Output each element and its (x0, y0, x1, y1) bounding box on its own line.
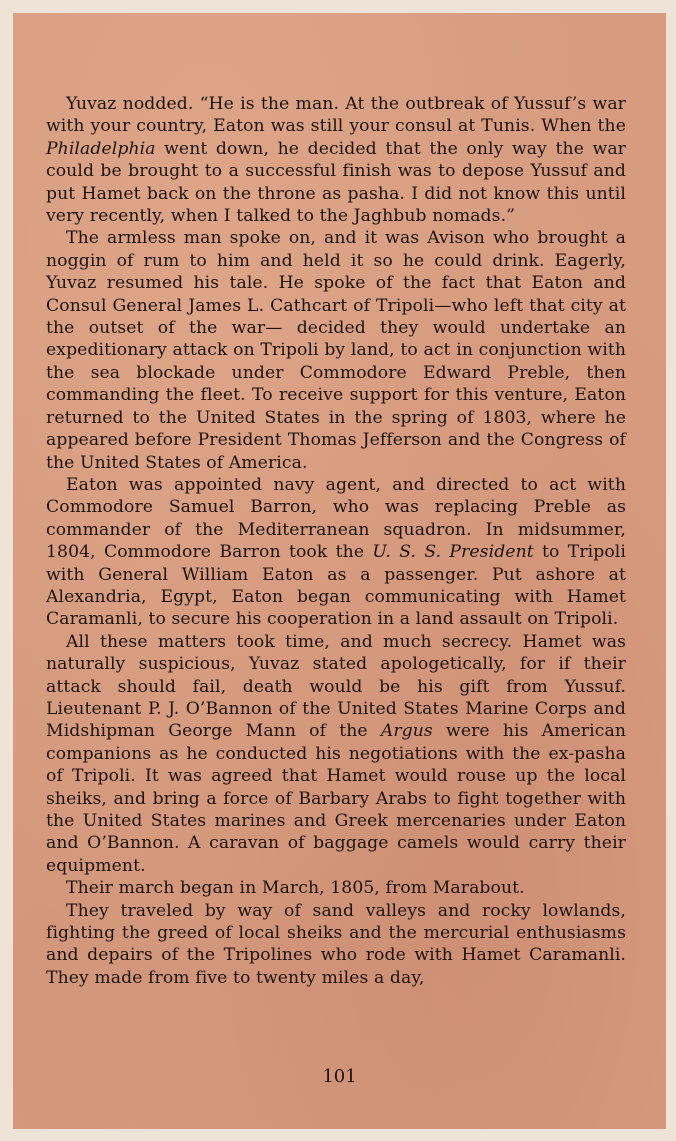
paragraph (46, 631, 626, 877)
text-run: They traveled by way of sand valleys and rocky lowlands, fighting the greed of local sheiks and the mercurial enthusiasms and depairs of the Tripolines who rode with Hamet Caramanli. They made from five to twenty miles a day, (46, 900, 626, 988)
text-run: The armless man spoke on, and it was Avison who brought a noggin of rum to him and held it so he could drink. Eagerly, Yuvaz resumed his tale. He spoke of the fact that Eaton and Consul General James L. Cathcart of Tripoli—who left that city at the outset of the war— decided they would undertake an expeditionary attack on Tripoli by land, to act in conjunction with the sea blockade under Commodore Edward Preble, then commanding the fleet. To receive support for this venture, Eaton returned to the United States in the spring of 1803, where he appeared before President Thomas Jefferson and the Congress of the United States of America. (46, 228, 626, 473)
ship-name: U. S. S. President (372, 542, 534, 563)
paragraph (46, 474, 626, 631)
ship-name: Philadelphia (46, 138, 156, 159)
paragraph (46, 900, 626, 990)
text-run: Eaton was appointed navy agent, and directed to act with Commodore Samuel Barron, who was replacing Preble as commander of the Mediterranean squadron. In midsummer, 1804, Commodore Barron took the (46, 474, 626, 563)
text-run: Their march began in March, 1805, from Marabout. (66, 878, 525, 899)
paragraph (46, 877, 626, 899)
text-run: All these matters took time, and much secrecy. Hamet was naturally suspicious, Yuvaz stated apologetically, for if their attack should fail, death would be his gift from Yussuf. Lieutenant P. J. O’Bannon of the United States Marine Corps and Midshipman George Mann of the (46, 631, 626, 742)
paragraph (46, 227, 626, 473)
text-run: to Tripoli with General William Eaton as a passenger. Put ashore at Alexandria, Egypt, Eaton began communicating with Hamet Caramanli, to secure his cooperation in a land assault on Tripoli. (46, 542, 626, 630)
paragraph (46, 93, 626, 227)
body-text (46, 93, 626, 989)
book-page (13, 13, 666, 1129)
text-run: were his American companions as he conducted his negotiations with the ex-pasha of Tripoli. It was agreed that Hamet would rouse up the local sheiks, and bring a force of Barbary Arabs to fight together with the United States marines and Greek mercenaries under Eaton and O’Bannon. A caravan of baggage camels would carry their equipment. (46, 721, 626, 876)
page-number: 101 (322, 1066, 357, 1087)
text-run: Yuvaz nodded. “He is the man. At the outbreak of Yussuf’s war with your country, Eaton was still your consul at Tunis. When the (46, 94, 626, 137)
ship-name: Argus (380, 721, 433, 742)
text-run: went down, he decided that the only way the war could be brought to a successful finish was to depose Yussuf and put Hamet back on the throne as pasha. I did not know this until very recently, when I talked to the Jaghbub nomads.” (46, 138, 626, 227)
